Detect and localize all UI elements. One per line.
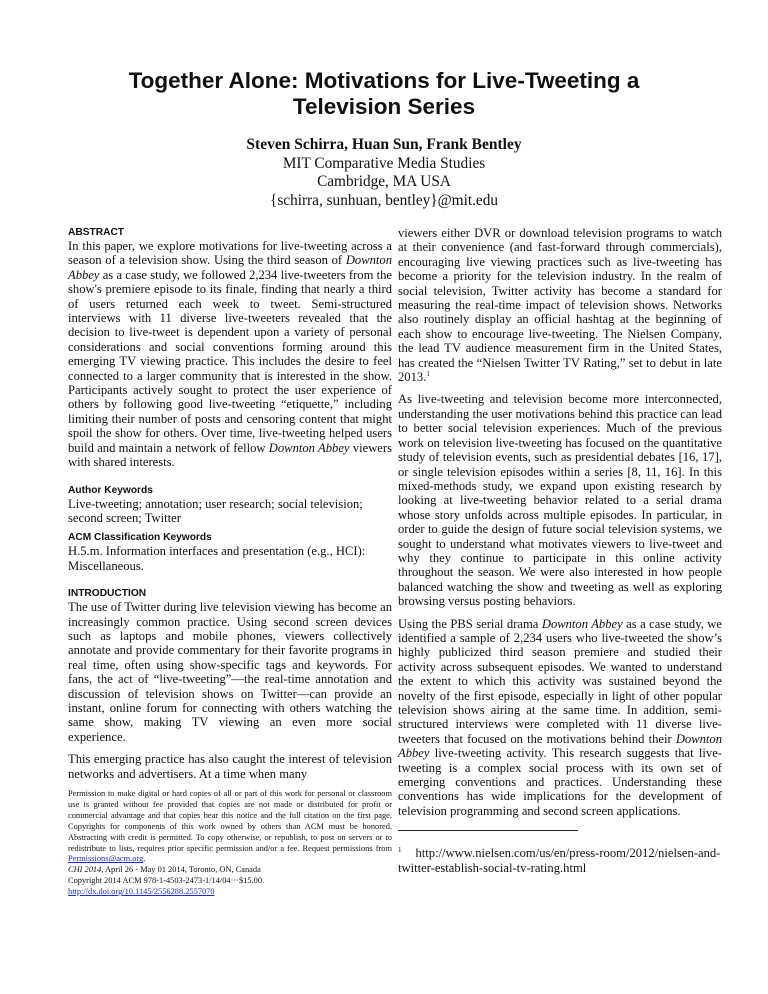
footnote-url: http://www.nielsen.com/us/en/press-room/2012/nielsen-and-twitter-establish-social-tv-rating.html (398, 846, 721, 875)
title-line-1: Together Alone: Motivations for Live-Tweeting a (128, 68, 640, 93)
paper-title (90, 68, 678, 120)
introduction-heading: INTRODUCTION (68, 588, 147, 600)
show-title: Downton Abbey (398, 731, 722, 761)
acm-keywords-heading: ACM Classification Keywords (68, 532, 212, 544)
copyright: Copyright 2014 ACM 978-1-4503-2473-1/14/04···$15.00. (68, 876, 265, 886)
affiliation: MIT Comparative Media Studies (282, 154, 486, 172)
footnote (398, 843, 722, 875)
intro-paragraph-4: Using the PBS serial drama Downton Abbey as a case study, we identified a sample of 2,234 users who live-tweeted the show’s highly publicized third season premiere and studied their activity across subsequent episodes. We wanted to understand the extent to which this activity was sustained beyond the novelty of the first episode, especially in light of other popular television shows airing at the same time. In addition, semi-structured interviews were completed with 11 diverse live-tweeters that focused on the motivations behind their Downton Abbey live-tweeting activity. This research suggests that live-tweeting is a complex social process with its own set of emerging conventions and practices. Understanding these conventions has wide implications for the development of television programming and second screen applications. (398, 616, 722, 818)
permissions-email-link[interactable]: Permissions@acm.org (68, 854, 144, 864)
intro-paragraph-2-start: This emerging practice has also caught the interest of television networks and advertisers. At a time when many (68, 752, 392, 781)
author-names: Steven Schirra, Huan Sun, Frank Bentley (246, 136, 522, 153)
location: Cambridge, MA USA (317, 173, 451, 190)
intro-paragraph-3: As live-tweeting and television become more interconnected, understanding the user motivations behind this practice can lead to better social television experiences. Much of the previous work on television live-tweeting has focused on the quantitative study of television events, such as presidential debates [16, 17], or single television episodes within a series [8, 11, 16]. In this mixed-methods study, we expand upon existing research by looking at live-tweeting behavior related to a serial drama whose story unfolds across multiple episodes. In particular, in order to guide the design of future social television systems, we sought to understand what motivates viewers to live-tweet and why they continue to participate in this online activity throughout the season. We were also interested in how people balanced watching the show and tweeting as well as exploring browsing versus posting behaviors. (398, 392, 722, 609)
show-title: Downton Abbey (541, 616, 623, 631)
title-line-2: Television Series (292, 94, 476, 119)
intro-paragraph-2-continued: viewers either DVR or download television programs to watch at their convenience (and fast-forward through commercials), encouraging live viewing practices such as live-tweeting has become a priority for the television industry. In the realm of social television, Twitter activity has become a standard for measuring the real-time impact of television shows. Networks also routinely display an official hashtag at the beginning of each show to encourage live-tweeting. The Nielsen Company, the lead TV audience measurement firm in the United States, has created the “Nielsen Twitter TV Rating,” set to debut in late 2013.$^1$ (398, 226, 722, 385)
abstract-heading: ABSTRACT (68, 227, 125, 238)
permission-notice: Permission to make digital or hard copies of all or part of this work for personal or classroom use is granted without fee provided that copies are not made or distributed for profit or commercial advantage and that copies bear this notice and the full citation on the first page. Copyrights for components of this work owned by others than ACM must be honored. Abstracting with credit is permitted. To copy otherwise, or republish, to post on servers or to redistribute to lists, requires prior specific permission and/or a fee. Request permissions from Permissions@acm.org. CHI 2014, April 26 - May 01 2014, Toronto, ON, Canada Copyright 2014 ACM 978-1-4503-2473-1/14/04···$15.00. http://dx.doi.org/10.1145/2556288.2557070 (68, 789, 392, 897)
footnote-number: 1 (398, 846, 402, 855)
acm-keywords-text: H.5.m. Information interfaces and presentation (e.g., HCI): Miscellaneous. (68, 544, 366, 573)
abstract-text: In this paper, we explore motivations for live-tweeting across a season of a television show. Using the third season of Downton Abbey as a case study, we followed 2,234 live-tweeters from the show's premiere episode to its finale, finding that nearly a third of users returned each week to tweet. Semi-structured interviews with 11 diverse live-tweeters revealed that the decision to live-tweet is dependent upon a variety of personal considerations and social conventions forming around this emerging TV viewing practice. This includes the desire to feel connected to a larger community that is interested in the show. Participants actively sought to protect the user experience of others by following good live-tweeting “etiquette,” including limiting their number of posts and censoring content that might spoil the show for others. Over time, live-tweeting helped users build and maintain a network of fellow Downton Abbey viewers with shared interests. (68, 239, 392, 470)
show-title: Downton Abbey (68, 253, 392, 282)
author-keywords-heading: Author Keywords (68, 484, 153, 496)
footnote-marker: 1 (426, 369, 430, 378)
conference-name: CHI 2014, (68, 865, 104, 875)
show-title: Downton Abbey (268, 440, 350, 455)
intro-paragraph-1: The use of Twitter during live television viewing has become an increasingly common practice. Using second screen devices such as laptops and mobile phones, viewers collectively annotate and provide commentary for their favorite programs in real time, often using show-specific tags and keywords. For fans, the act of “live-tweeting”—the real-time annotation and discussion of television shows on Twitter—can provide an instant, online forum for connecting with others watching the same show, making TV viewing an even more social experience. (68, 600, 392, 744)
footnote-divider (398, 830, 578, 831)
right-column (398, 226, 722, 875)
author-block (84, 136, 684, 210)
left-column (68, 226, 392, 898)
author-emails: {schirra, sunhuan, bentley}@mit.edu (269, 191, 498, 209)
doi-link[interactable]: http://dx.doi.org/10.1145/2556288.2557070 (68, 887, 215, 897)
author-keywords-text: Live-tweeting; annotation; user research; social television; second screen; Twitter (68, 496, 363, 525)
